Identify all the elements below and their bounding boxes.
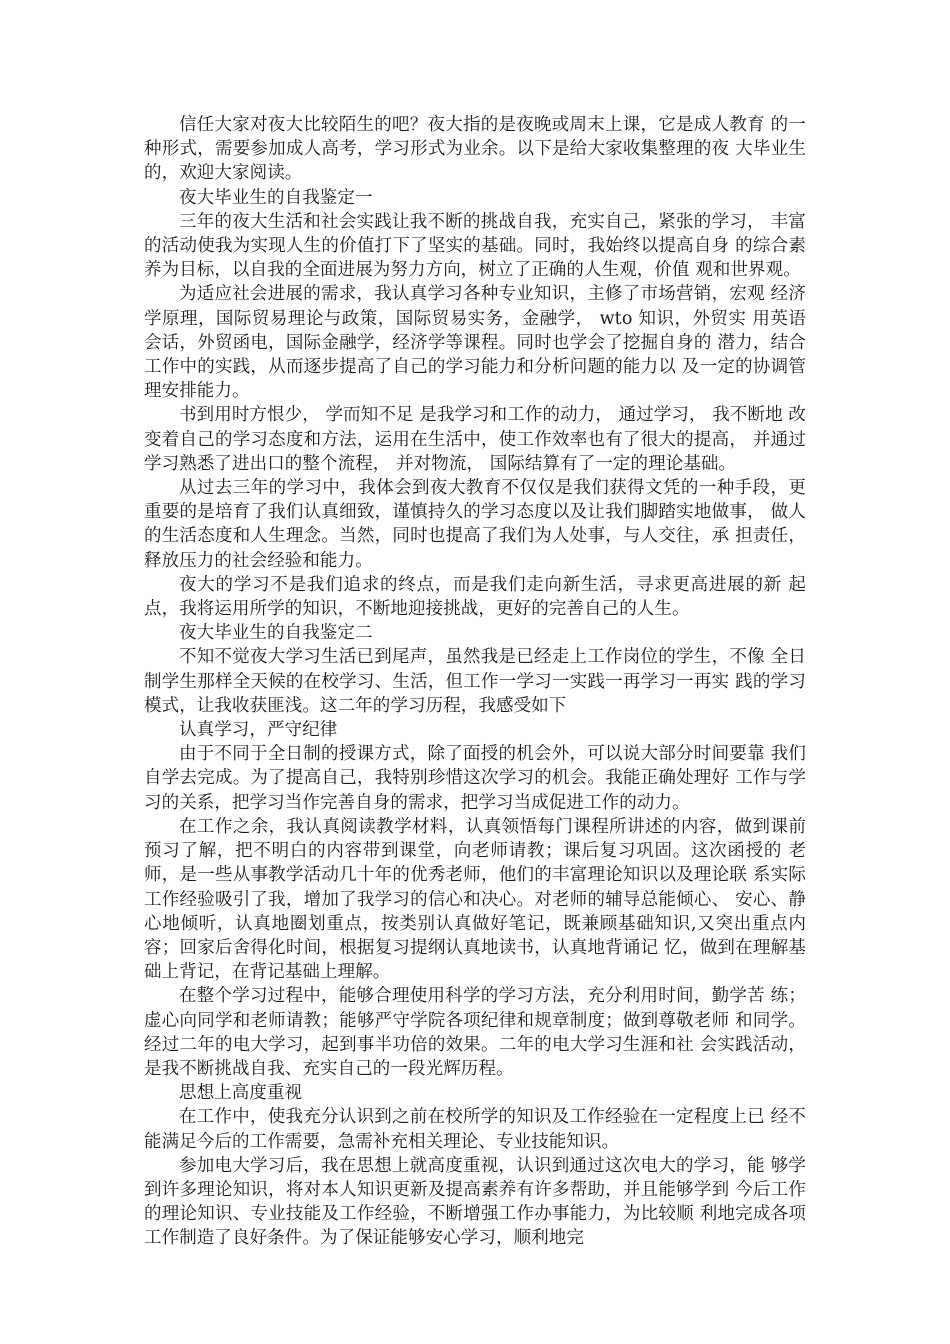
body-paragraph: 不知不觉夜大学习生活已到尾声，虽然我是已经走上工作岗位的学生，不像 全日制学生那样全天候的在校学习、生活，但工作一学习一实践一再学习一再实 践的学习模式，让我收获匪浅。这二年的学习历程，我感受如下 bbox=[144, 647, 806, 716]
body-paragraph: 为适应社会进展的需求，我认真学习各种专业知识，主修了市场营销，宏观 经济学原理，国际贸易理论与政策，国际贸易实务，金融学， wto 知识，外贸实 用英语会话，外贸函电，国际金融学，经济学等课程。同时也学会了挖掘自身的 潜力，结合工作中的实践，从而逐步提高了自己的学习能力和分析问题的能力以 及一定的协调管理安排能力。 bbox=[144, 284, 806, 402]
body-paragraph: 在工作中，使我充分认识到之前在校所学的知识及工作经验在一定程度上已 经不能满足今后的工作需要，急需补充相关理论、专业技能知识。 bbox=[144, 1107, 806, 1152]
body-paragraph: 在整个学习过程中，能够合理使用科学的学习方法，充分利用时间，勤学苦 练；虚心向同学和老师请教；能够严守学院各项纪律和规章制度；做到尊敬老师 和同学。经过二年的电大学习，起到事半功倍的效果。二年的电大学习生涯和社 会实践活动，是我不断挑战自我、充实自己的一段光辉历程。 bbox=[144, 986, 806, 1079]
document-page bbox=[144, 113, 806, 1251]
body-paragraph: 三年的夜大生活和社会实践让我不断的挑战自我，充实自己，紧张的学习， 丰富的活动使我为实现人生的价值打下了坚实的基础。同时，我始终以提高自身 的综合素养为目标，以自我的全面进展为努力方向，树立了正确的人生观，价值 观和世界观。 bbox=[144, 211, 806, 281]
section-title-1: 夜大毕业生的自我鉴定一 bbox=[179, 187, 373, 208]
body-paragraph: 在工作之余，我认真阅读教学材料，认真领悟每门课程所讲述的内容，做到课前 预习了解，把不明白的内容带到课堂，向老师请教；课后复习巩固。这次函授的 老师，是一些从事教学活动几十年的优秀老师，他们的丰富理论知识以及理论联 系实际工作经验吸引了我，增加了我学习的信心和决心。对老师的辅导总能倾心、 安心、静心地倾听，认真地圈划重点，按类别认真做好笔记，既兼顾基础知识,又突出重点内容；回家后舍得化时间，根据复习提纲认真地读书，认真地背诵记 忆，做到在理解基础上背记，在背记基础上理解。 bbox=[144, 816, 806, 983]
section-title-2: 夜大毕业生的自我鉴定二 bbox=[179, 623, 373, 644]
body-paragraph: 由于不同于全日制的授课方式，除了面授的机会外，可以说大部分时间要靠 我们自学去完成。为了提高自己，我特别珍惜这次学习的机会。我能正确处理好 工作与学习的关系，把学习当作完善自身的需求，把学习当成促进工作的动力。 bbox=[144, 744, 806, 813]
subheading-ideological-emphasis: 思想上高度重视 bbox=[179, 1083, 303, 1104]
body-paragraph: 参加电大学习后，我在思想上就高度重视，认识到通过这次电大的学习，能 够学到许多理论知识，将对本人知识更新及提高素养有许多帮助，并且能够学到 今后工作的理论知识、专业技能及工作经验，不断增强工作办事能力，为比较顺 利地完成各项工作制造了良好条件。为了保证能够安心学习，顺利地完 bbox=[144, 1155, 806, 1249]
body-paragraph: 夜大的学习不是我们追求的终点，而是我们走向新生活，寻求更高进展的新 起点，我将运用所学的知识，不断地迎接挑战，更好的完善自己的人生。 bbox=[144, 574, 806, 620]
intro-paragraph: 信任大家对夜大比较陌生的吧？夜大指的是夜晚或周末上课，它是成人教育 的一种形式，需要参加成人高考，学习形式为业余。以下是给大家收集整理的夜 大毕业生的，欢迎大家阅读。 bbox=[144, 115, 806, 184]
body-paragraph: 书到用时方恨少， 学而知不足 是我学习和工作的动力， 通过学习， 我不断地 改变着自己的学习态度和方法，运用在生活中，使工作效率也有了很大的提高， 并通过学习熟悉了进出口的整个流程， 并对物流， 国际结算有了一定的理论基础。 bbox=[144, 405, 806, 474]
subheading-study-discipline: 认真学习，严守纪律 bbox=[179, 720, 338, 741]
body-paragraph: 从过去三年的学习中，我体会到夜大教育不仅仅是我们获得文凭的一种手段，更 重要的是培育了我们认真细致，谨慎持久的学习态度以及让我们脚踏实地做事， 做人的生活态度和人生理念。当然，同时也提高了我们为人处事，与人交往，承 担责任，释放压力的社会经验和能力。 bbox=[144, 478, 806, 571]
